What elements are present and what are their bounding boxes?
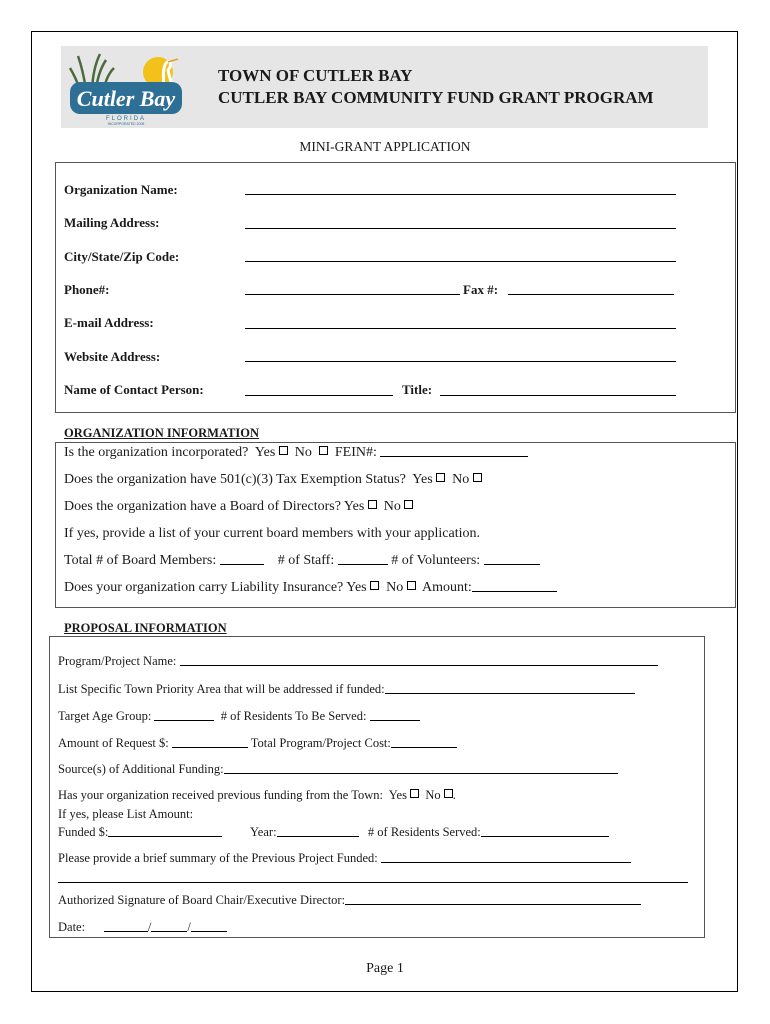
contact-person-field[interactable]: [245, 395, 393, 396]
priority-area-row: [58, 682, 635, 697]
previous-funding-yes-checkbox[interactable]: [410, 789, 419, 798]
insurance-yes-checkbox[interactable]: [370, 581, 379, 590]
contact-title-field[interactable]: [440, 395, 676, 396]
tax-exempt-row: [64, 472, 482, 488]
document-subtitle: CUTLER BAY COMMUNITY FUND GRANT PROGRAM: [218, 88, 654, 107]
mailing-address-label: Mailing Address:: [64, 215, 160, 230]
total-board-field[interactable]: [220, 563, 264, 565]
target-age-field[interactable]: [154, 719, 214, 721]
previous-funding-period: .: [452, 788, 456, 802]
org-name-label: Organization Name:: [64, 182, 178, 197]
volunteers-label: # of Volunteers:: [391, 553, 481, 568]
contact-info-box: [55, 162, 736, 413]
insurance-amount-label: Amount:: [421, 580, 472, 595]
contact-person-label: Name of Contact Person:: [64, 382, 204, 397]
previous-funding-yes-label: Yes: [388, 788, 407, 802]
funding-sources-label: Source(s) of Additional Funding:: [58, 762, 224, 776]
tax-exempt-no-label: No: [452, 472, 470, 487]
website-label: Website Address:: [64, 349, 161, 364]
cutler-bay-logo: [66, 50, 196, 126]
board-list-instruction: If yes, provide a list of your current board members with your application.: [64, 526, 480, 541]
logo-state: FLORIDA: [105, 116, 147, 122]
previous-funding-question: Has your organization received previous funding from the Town:: [58, 788, 383, 802]
tax-exempt-yes-checkbox[interactable]: [436, 473, 445, 482]
program-name-field[interactable]: [180, 664, 658, 666]
residents-served-field[interactable]: [370, 719, 420, 721]
priority-area-label: List Specific Town Priority Area that will be addressed if funded:: [58, 682, 385, 696]
total-board-label: Total # of Board Members:: [64, 553, 217, 568]
insurance-no-label: No: [386, 580, 404, 595]
counts-row: [64, 553, 540, 569]
summary-field-line-2[interactable]: [58, 882, 688, 883]
email-field[interactable]: [245, 328, 676, 329]
date-year-field[interactable]: [191, 930, 227, 932]
date-slash-2: /: [187, 920, 191, 934]
incorporated-question: Is the organization incorporated?: [64, 445, 249, 460]
amount-request-row: [58, 736, 457, 751]
incorporated-yes-label: Yes: [254, 445, 276, 460]
target-age-label: Target Age Group:: [58, 709, 152, 723]
date-day-field[interactable]: [151, 930, 187, 932]
phone-field[interactable]: [245, 294, 460, 295]
city-state-zip-label: City/State/Zip Code:: [64, 249, 180, 264]
total-cost-label: Total Program/Project Cost:: [250, 736, 391, 750]
incorporated-yes-checkbox[interactable]: [279, 446, 288, 455]
org-info-heading: ORGANIZATION INFORMATION: [64, 426, 260, 440]
staff-label: # of Staff:: [277, 553, 335, 568]
board-yes-label: Yes: [343, 499, 365, 514]
incorporated-no-label: No: [294, 445, 312, 460]
incorporated-row: [64, 445, 528, 461]
funded-field[interactable]: [108, 835, 222, 837]
mailing-address-field[interactable]: [245, 228, 676, 229]
date-slash-1: /: [147, 920, 152, 934]
email-label: E-mail Address:: [64, 315, 154, 330]
amount-request-label: Amount of Request $:: [58, 736, 169, 750]
previous-funding-row: [58, 788, 456, 803]
program-name-label: Program/Project Name:: [58, 654, 177, 668]
previous-funding-no-label: No: [425, 788, 441, 802]
logo-text: Cutler Bay: [76, 86, 176, 111]
funded-label: Funded $:: [58, 825, 109, 839]
org-name-field[interactable]: [245, 194, 676, 195]
date-label: Date:: [58, 920, 86, 934]
target-age-row: [58, 709, 420, 724]
board-row: [64, 499, 413, 515]
insurance-row: [64, 580, 557, 596]
incorporated-no-checkbox[interactable]: [319, 446, 328, 455]
fein-field[interactable]: [380, 455, 528, 457]
insurance-no-checkbox[interactable]: [407, 581, 416, 590]
tax-exempt-question: Does the organization have 501(c)(3) Tax Exemption Status?: [64, 472, 406, 487]
priority-area-field[interactable]: [385, 692, 635, 694]
insurance-question: Does your organization carry Liability Insurance?: [64, 580, 344, 595]
signature-field[interactable]: [345, 903, 641, 905]
program-name-row: [58, 654, 658, 669]
form-title: MINI-GRANT APPLICATION: [299, 139, 471, 154]
phone-label: Phone#:: [64, 282, 110, 297]
fax-field[interactable]: [508, 294, 674, 295]
summary-field[interactable]: [381, 861, 631, 863]
funded-row: [58, 825, 609, 840]
logo-incorporated: INCORPORATED 2005: [107, 122, 145, 126]
fax-label: Fax #:: [463, 282, 499, 297]
board-yes-checkbox[interactable]: [368, 500, 377, 509]
fein-label: FEIN#:: [334, 445, 377, 460]
insurance-yes-label: Yes: [346, 580, 367, 595]
board-no-checkbox[interactable]: [404, 500, 413, 509]
document-title: TOWN OF CUTLER BAY: [218, 66, 413, 85]
total-cost-field[interactable]: [391, 746, 457, 748]
proposal-heading: PROPOSAL INFORMATION: [64, 621, 227, 635]
date-month-field[interactable]: [104, 930, 148, 932]
date-row: [58, 920, 227, 935]
city-state-zip-field[interactable]: [245, 261, 676, 262]
volunteers-field[interactable]: [484, 563, 540, 565]
signature-row: [58, 893, 641, 908]
amount-request-field[interactable]: [172, 746, 248, 748]
year-label: Year:: [250, 825, 277, 839]
board-question: Does the organization have a Board of Directors?: [64, 499, 341, 514]
funding-sources-row: [58, 762, 618, 777]
summary-label: Please provide a brief summary of the Previous Project Funded:: [58, 851, 378, 865]
board-no-label: No: [383, 499, 401, 514]
tax-exempt-no-checkbox[interactable]: [473, 473, 482, 482]
residents-served2-field[interactable]: [481, 835, 609, 837]
summary-row: [58, 851, 631, 866]
website-field[interactable]: [245, 361, 676, 362]
page-number: Page 1: [366, 961, 404, 976]
residents-served2-label: # of Residents Served:: [367, 825, 481, 839]
residents-served-label: # of Residents To Be Served:: [220, 709, 367, 723]
year-field[interactable]: [277, 835, 359, 837]
funding-sources-field[interactable]: [224, 772, 618, 774]
tax-exempt-yes-label: Yes: [412, 472, 433, 487]
insurance-amount-field[interactable]: [472, 590, 557, 592]
list-amount-instruction: If yes, please List Amount:: [58, 807, 194, 821]
previous-funding-no-checkbox[interactable]: [444, 789, 453, 798]
contact-title-label: Title:: [402, 382, 433, 397]
signature-label: Authorized Signature of Board Chair/Executive Director:: [58, 893, 346, 907]
staff-field[interactable]: [338, 563, 388, 565]
